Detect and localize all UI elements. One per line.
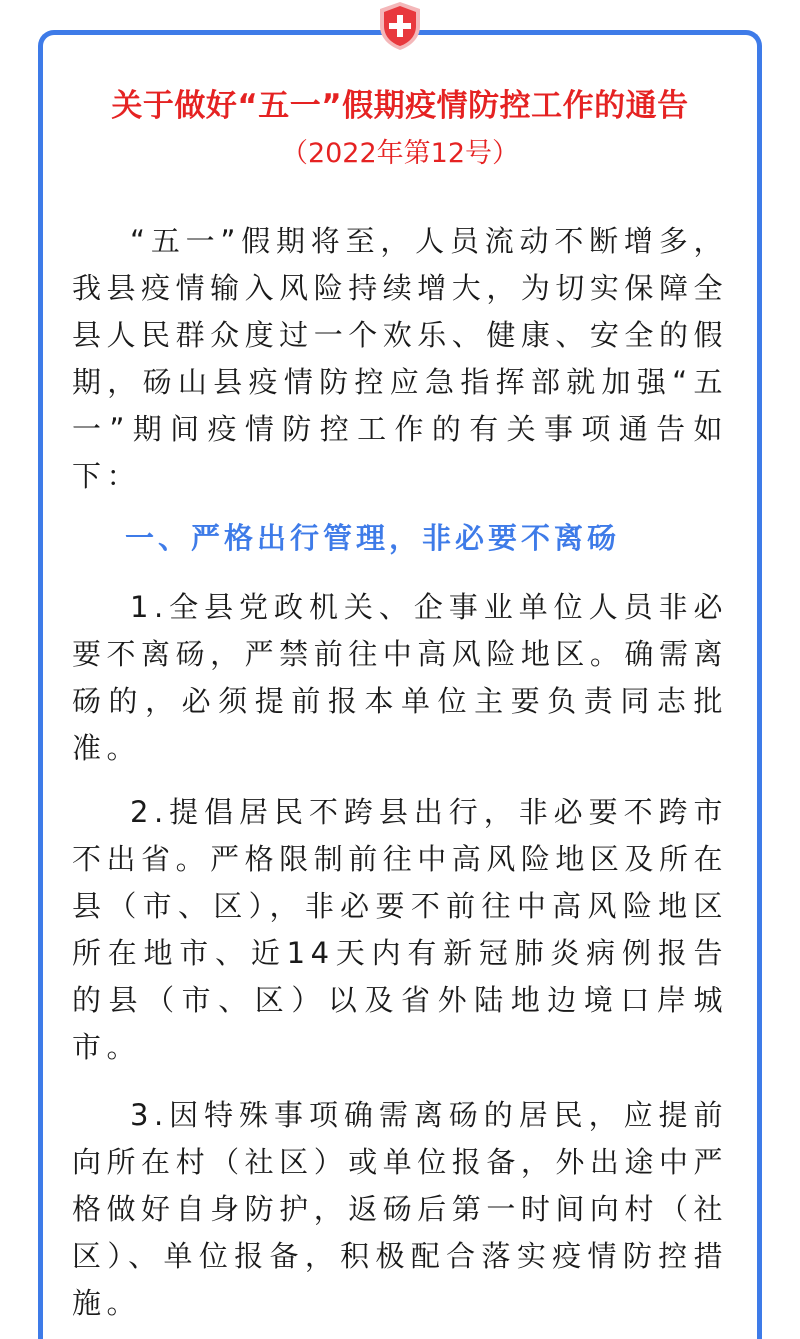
- medical-cross-shield-icon: [370, 0, 430, 52]
- notice-number: （2022年第12号）: [280, 138, 520, 169]
- section-heading: 一、严格出行管理，非必要不离砀: [125, 521, 621, 555]
- list-item: 2.提倡居民不跨县出行，非必要不跨市不出省。严格限制前往中高风险地区及所在县（市、区），非必要不前往中高风险地区所在地市、近14天内有新冠肺炎病例报告的县（市、区）以及省外陆地边境口岸城市。: [72, 795, 728, 1064]
- list-item: 3.因特殊事项确需离砀的居民，应提前向所在村（社区）或单位报备，外出途中严格做好自身防护，返砀后第一时间向村（社区）、单位报备，积极配合落实疫情防控措施。: [72, 1098, 728, 1320]
- intro-paragraph: “五一”假期将至，人员流动不断增多，我县疫情输入风险持续增大，为切实保障全县人民群众度过一个欢乐、健康、安全的假期，砀山县疫情防控应急指挥部就加强“五一”期间疫情防控工作的有关事项通告如下：: [72, 224, 728, 493]
- notice-title: 关于做好“五一”假期疫情防控工作的通告: [111, 88, 689, 124]
- list-item: 1.全县党政机关、企事业单位人员非必要不离砀，严禁前往中高风险地区。确需离砀的，必须提前报本单位主要负责同志批准。: [72, 590, 728, 765]
